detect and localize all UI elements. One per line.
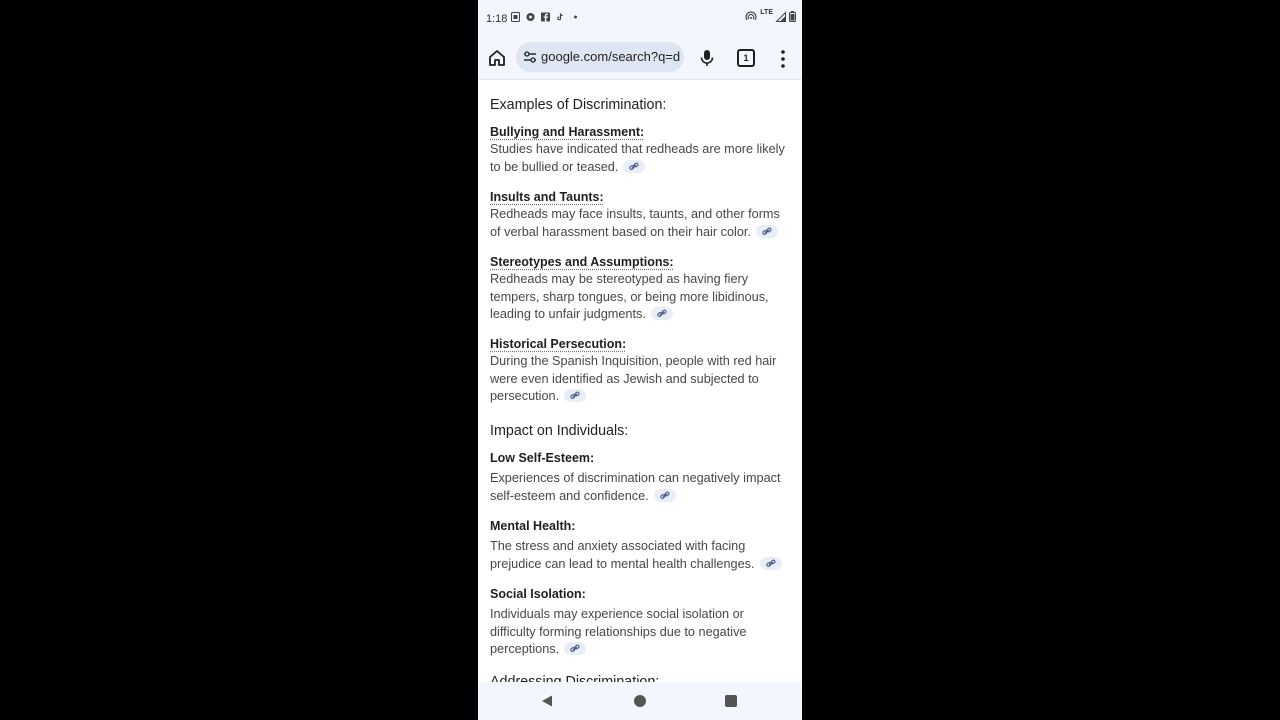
link-icon xyxy=(657,309,667,318)
back-icon[interactable] xyxy=(541,695,553,707)
impact-text xyxy=(490,470,792,505)
system-icons xyxy=(745,11,796,22)
source-link-chip[interactable] xyxy=(756,225,778,238)
link-icon xyxy=(762,227,772,236)
link-icon xyxy=(570,391,580,400)
tabs-icon[interactable]: 1 xyxy=(737,49,755,67)
chat-icon xyxy=(526,12,535,22)
address-bar[interactable] xyxy=(516,42,684,72)
link-icon xyxy=(660,491,670,500)
impact-heading: Impact on Individuals: xyxy=(490,423,629,439)
impact-text xyxy=(490,606,792,659)
example-term[interactable]: Stereotypes and Assumptions: xyxy=(490,255,674,269)
example-text-body: Studies have indicated that redheads are more likely to be bullied or teased. xyxy=(490,142,785,174)
site-settings-icon[interactable] xyxy=(523,51,537,63)
notification-icons xyxy=(511,12,580,22)
source-link-chip[interactable] xyxy=(651,307,673,320)
system-nav-bar xyxy=(478,682,802,720)
example-text-body: Redheads may be stereotyped as having fiery tempers, sharp tongues, or being more libidinous, leading to unfair judgments. xyxy=(490,272,769,321)
example-term[interactable]: Historical Persecution: xyxy=(490,337,627,351)
phone-screen xyxy=(478,0,802,720)
dot-icon xyxy=(571,12,580,22)
facebook-icon xyxy=(541,12,550,22)
more-icon[interactable] xyxy=(776,48,790,70)
link-icon xyxy=(766,559,776,568)
notification-icon xyxy=(511,12,520,22)
impact-text xyxy=(490,538,792,573)
mic-icon[interactable] xyxy=(697,47,717,69)
signal-icon xyxy=(776,12,786,22)
status-time: 1:18 xyxy=(486,13,508,25)
home-icon[interactable] xyxy=(486,47,508,69)
example-term[interactable]: Bullying and Harassment: xyxy=(490,125,645,139)
recents-icon[interactable] xyxy=(725,695,737,707)
example-text-body: Redheads may face insults, taunts, and other forms of verbal harassment based on their hair color. xyxy=(490,207,780,239)
link-icon xyxy=(629,162,639,171)
link-icon xyxy=(570,644,580,653)
source-link-chip[interactable] xyxy=(564,642,586,655)
impact-term: Social Isolation: xyxy=(490,587,586,601)
example-text xyxy=(490,353,792,406)
impact-term: Mental Health: xyxy=(490,519,576,533)
examples-heading: Examples of Discrimination: xyxy=(490,97,667,113)
source-link-chip[interactable] xyxy=(760,557,782,570)
impact-text-body: Experiences of discrimination can negatively impact self-esteem and confidence. xyxy=(490,471,781,503)
impact-term: Low Self-Esteem: xyxy=(490,451,595,465)
example-text xyxy=(490,271,792,324)
example-text-body: During the Spanish Inquisition, people with red hair were even identified as Jewish and subjected to persecution. xyxy=(490,354,777,403)
network-label: LTE xyxy=(760,9,773,16)
nav-home-icon[interactable] xyxy=(634,695,646,707)
tiktok-icon xyxy=(556,12,565,22)
impact-text-body: Individuals may experience social isolation or difficulty forming relationships due to negative perceptions. xyxy=(490,607,747,656)
example-text xyxy=(490,141,792,176)
example-term[interactable]: Insults and Taunts: xyxy=(490,190,604,204)
status-bar xyxy=(478,0,802,38)
source-link-chip[interactable] xyxy=(654,489,676,502)
source-link-chip[interactable] xyxy=(564,389,586,402)
hotspot-icon xyxy=(745,12,757,22)
search-result-content xyxy=(478,80,802,680)
source-link-chip[interactable] xyxy=(623,160,645,173)
url-text[interactable]: google.com/search?q=d xyxy=(541,49,681,64)
example-text xyxy=(490,206,792,241)
impact-text-body: The stress and anxiety associated with facing prejudice can lead to mental health challenges. xyxy=(490,539,755,571)
battery-icon xyxy=(789,11,796,22)
browser-toolbar xyxy=(478,38,802,80)
